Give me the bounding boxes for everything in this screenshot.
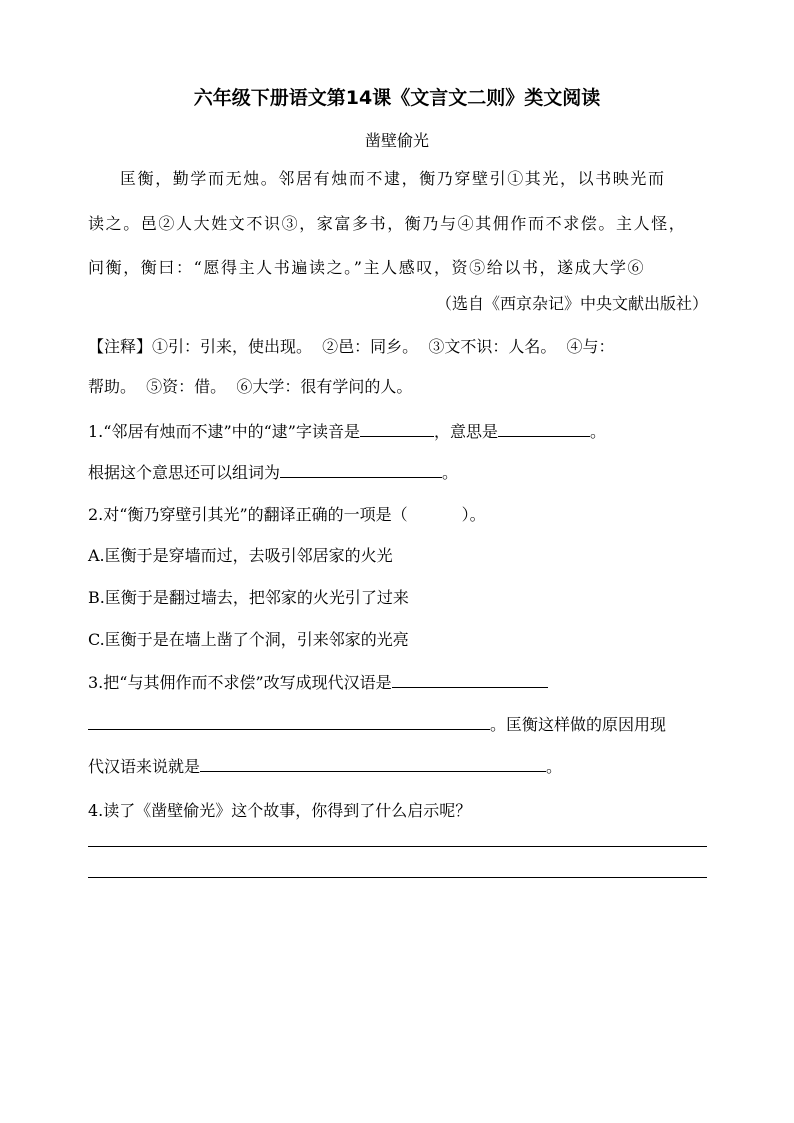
question-3-text-b: 。匡衡这样做的原因用现 xyxy=(490,715,667,734)
question-3-text-a: 3.把“与其佣作而不求偿”改写成现代汉语是 xyxy=(88,673,392,692)
question-3-text-d: 。 xyxy=(546,757,563,776)
q3-translation-blank-1[interactable] xyxy=(392,669,548,688)
notes-line-1: 【注释】①引：引来，使出现。 ②邑：同乡。 ③文不识：人名。 ④与： xyxy=(88,337,615,356)
question-3-text-c: 代汉语来说就是 xyxy=(88,757,201,776)
q2-option-c: C.匡衡于是在墙上凿了个洞，引来邻家的光亮 xyxy=(88,630,409,649)
passage-line-1: 匡衡，勤学而无烛。邻居有烛而不逮，衡乃穿壁引①其光，以书映光而 xyxy=(120,169,666,188)
question-3-line-3 xyxy=(88,753,708,780)
question-3 xyxy=(88,669,708,696)
question-2 xyxy=(88,502,708,528)
passage-source: （选自《西京杂记》中央文献出版社） xyxy=(435,294,708,313)
q3-reason-blank[interactable] xyxy=(200,753,546,772)
question-1 xyxy=(88,418,708,445)
notes-line-2: 帮助。 ⑤资：借。 ⑥大学：很有学问的人。 xyxy=(88,377,413,396)
passage-title: 凿壁偷光 xyxy=(364,131,429,150)
q1-meaning-blank[interactable] xyxy=(498,418,590,437)
q4-answer-line-2[interactable] xyxy=(88,877,707,878)
question-1-line-2 xyxy=(88,459,708,486)
question-2-stem-b: ）。 xyxy=(461,505,486,524)
passage-line-3: 问衡，衡曰：“愿得主人书遍读之。”主人感叹，资⑤给以书，遂成大学⑥ xyxy=(88,258,646,277)
question-3-line-2 xyxy=(88,711,708,738)
passage-line-2: 读之。邑②人大姓文不识③，家富多书，衡乃与④其佣作而不求偿。主人怪， xyxy=(88,214,687,233)
question-4: 4.读了《凿壁偷光》这个故事，你得到了什么启示呢？ xyxy=(88,801,472,820)
question-2-stem-a: 2.对“衡乃穿壁引其光”的翻译正确的一项是（ xyxy=(88,505,408,524)
q1-pronunciation-blank[interactable] xyxy=(360,418,434,437)
question-1-text-e: 。 xyxy=(442,463,459,482)
question-1-text-a: 1.“邻居有烛而不逮”中的“逮”字读音是 xyxy=(88,422,360,441)
question-1-text-b: ，意思是 xyxy=(434,422,499,441)
page-title: 六年级下册语文第14课《文言文二则》类文阅读 xyxy=(193,87,601,109)
q2-option-a: A.匡衡于是穿墙而过，去吸引邻居家的火光 xyxy=(88,546,393,565)
q2-option-b: B.匡衡于是翻过墙去，把邻家的火光引了过来 xyxy=(88,588,409,607)
question-1-text-d: 根据这个意思还可以组词为 xyxy=(88,463,281,482)
q3-translation-blank-2[interactable] xyxy=(88,711,490,730)
q4-answer-line-1[interactable] xyxy=(88,846,707,847)
question-1-text-c: 。 xyxy=(590,422,607,441)
q1-word-blank[interactable] xyxy=(280,459,442,478)
